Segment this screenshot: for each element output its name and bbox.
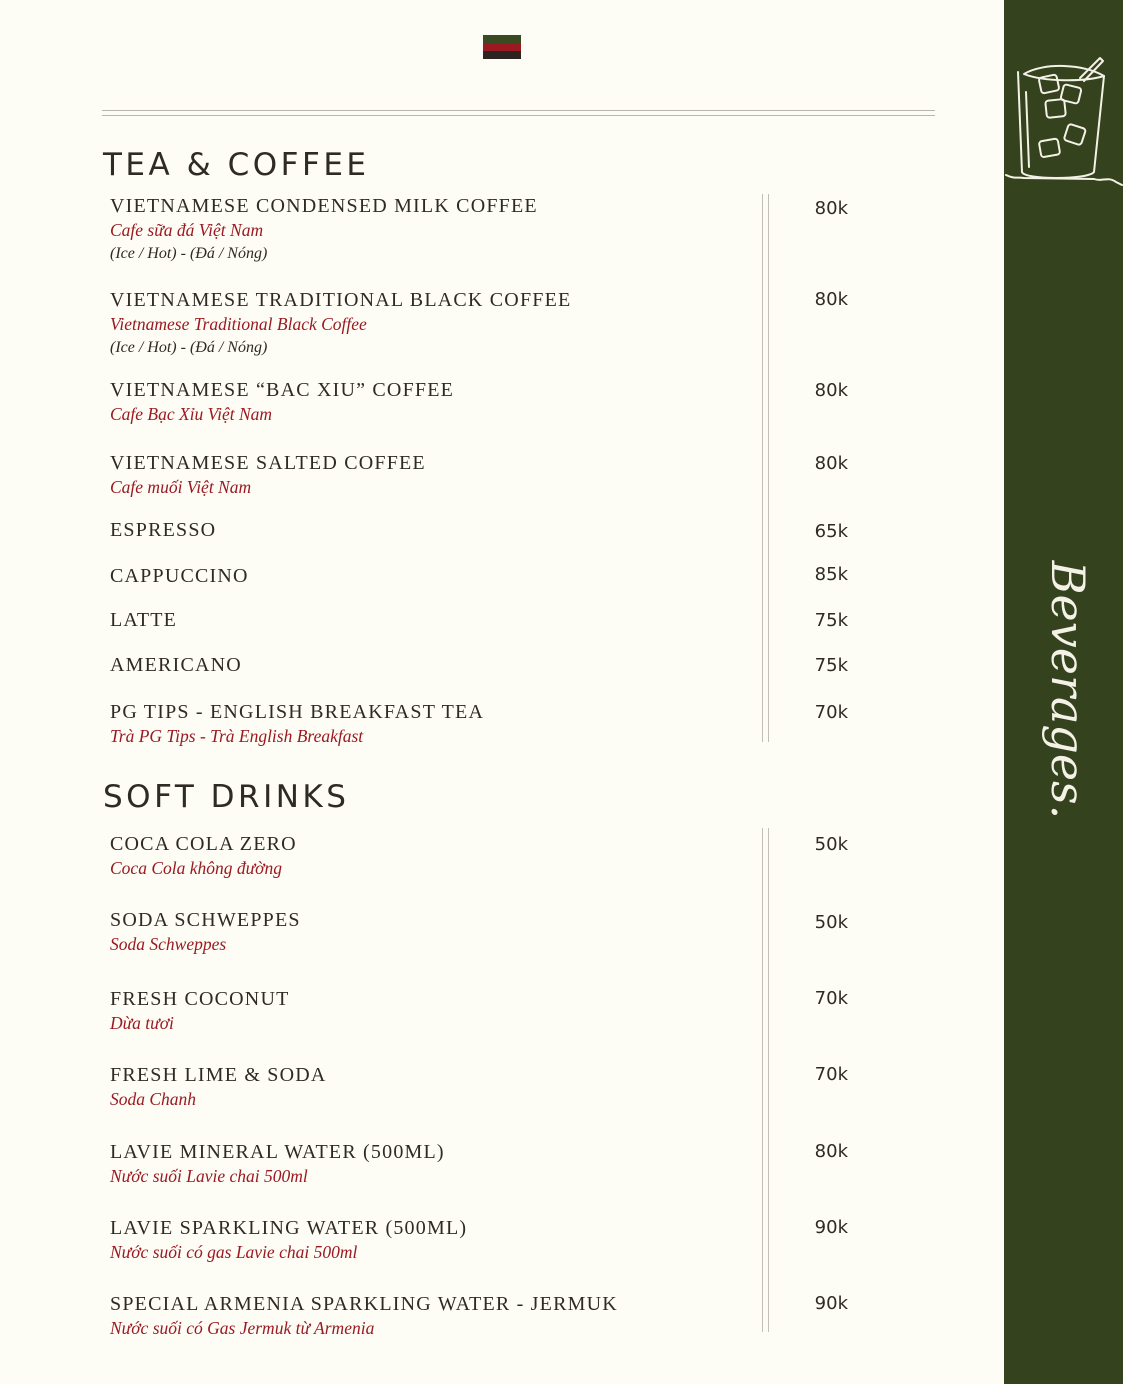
- item-name: ESPRESSO: [110, 519, 217, 541]
- menu-item: [110, 608, 177, 632]
- item-name: LAVIE MINERAL WATER (500ML): [110, 1141, 445, 1163]
- item-note: (Ice / Hot) - (Đá / Nóng): [110, 339, 268, 356]
- menu-item: [110, 987, 290, 1035]
- menu-item: [110, 908, 301, 956]
- item-name: VIETNAMESE TRADITIONAL BLACK COFFEE: [110, 289, 572, 311]
- item-name: PG TIPS - ENGLISH BREAKFAST TEA: [110, 701, 485, 723]
- item-translation: Trà PG Tips - Trà English Breakfast: [110, 726, 364, 746]
- top-divider: [102, 110, 935, 111]
- menu-item: [110, 1063, 327, 1111]
- item-price: 80k: [814, 380, 848, 401]
- item-translation: Dừa tươi: [110, 1013, 174, 1033]
- item-name: LATTE: [110, 609, 178, 631]
- item-name: VIETNAMESE CONDENSED MILK COFFEE: [110, 195, 538, 217]
- item-translation: Cafe Bạc Xỉu Việt Nam: [110, 404, 273, 424]
- item-translation: Cafe muối Việt Nam: [110, 477, 252, 497]
- item-price: 80k: [814, 289, 848, 310]
- item-price: 50k: [814, 834, 848, 855]
- menu-item: [110, 451, 426, 499]
- item-name: FRESH LIME & SODA: [110, 1064, 327, 1086]
- item-translation: Nước suối Lavie chai 500ml: [110, 1166, 308, 1186]
- item-price: 85k: [814, 564, 848, 585]
- item-translation: Nước suối có Gas Jermuk từ Armenia: [110, 1318, 375, 1338]
- item-name: SODA SCHWEPPES: [110, 909, 301, 931]
- item-name: SPECIAL ARMENIA SPARKLING WATER - JERMUK: [110, 1293, 618, 1315]
- item-price: 75k: [814, 655, 848, 676]
- menu-item: [110, 564, 249, 588]
- item-price: 70k: [814, 988, 848, 1009]
- menu-item: [110, 194, 538, 266]
- item-name: VIETNAMESE “BAC XIU” COFFEE: [110, 379, 455, 401]
- item-price: 90k: [814, 1293, 848, 1314]
- item-note: (Ice / Hot) - (Đá / Nóng): [110, 245, 268, 262]
- menu-item: [110, 288, 571, 360]
- item-translation: Coca Cola không đường: [110, 858, 283, 878]
- item-name: VIETNAMESE SALTED COFFEE: [110, 452, 426, 474]
- item-name: FRESH COCONUT: [110, 988, 290, 1010]
- menu-item: [110, 378, 454, 426]
- item-price: 65k: [814, 521, 848, 542]
- price-column-divider: [762, 194, 769, 742]
- item-price: 80k: [814, 453, 848, 474]
- item-name: AMERICANO: [110, 654, 242, 676]
- item-translation: Vietnamese Traditional Black Coffee: [110, 314, 367, 334]
- item-price: 80k: [814, 198, 848, 219]
- item-name: CAPPUCCINO: [110, 565, 249, 587]
- sidebar-title: Beverages.: [1041, 560, 1095, 820]
- item-price: 75k: [814, 610, 848, 631]
- menu-item: [110, 653, 242, 677]
- item-translation: Soda Schweppes: [110, 934, 227, 954]
- section-title-tea-coffee: TEA & COFFEE: [103, 147, 370, 183]
- flag-icon: [483, 35, 521, 59]
- item-name: COCA COLA ZERO: [110, 833, 297, 855]
- item-price: 70k: [814, 702, 848, 723]
- item-price: 90k: [814, 1217, 848, 1238]
- item-translation: Soda Chanh: [110, 1089, 197, 1109]
- item-name: LAVIE SPARKLING WATER (500ML): [110, 1217, 468, 1239]
- item-price: 70k: [814, 1064, 848, 1085]
- menu-item: [110, 832, 297, 880]
- menu-item: [110, 518, 216, 542]
- iced-drink-icon: [1004, 52, 1123, 192]
- menu-item: [110, 700, 484, 748]
- menu-item: [110, 1216, 467, 1264]
- price-column-divider: [762, 828, 769, 1332]
- item-translation: Nước suối có gas Lavie chai 500ml: [110, 1242, 358, 1262]
- menu-item: [110, 1292, 618, 1340]
- top-divider: [102, 115, 935, 116]
- item-translation: Cafe sữa đá Việt Nam: [110, 220, 264, 240]
- item-price: 50k: [814, 912, 848, 933]
- section-title-soft-drinks: SOFT DRINKS: [103, 779, 350, 815]
- menu-item: [110, 1140, 445, 1188]
- item-price: 80k: [814, 1141, 848, 1162]
